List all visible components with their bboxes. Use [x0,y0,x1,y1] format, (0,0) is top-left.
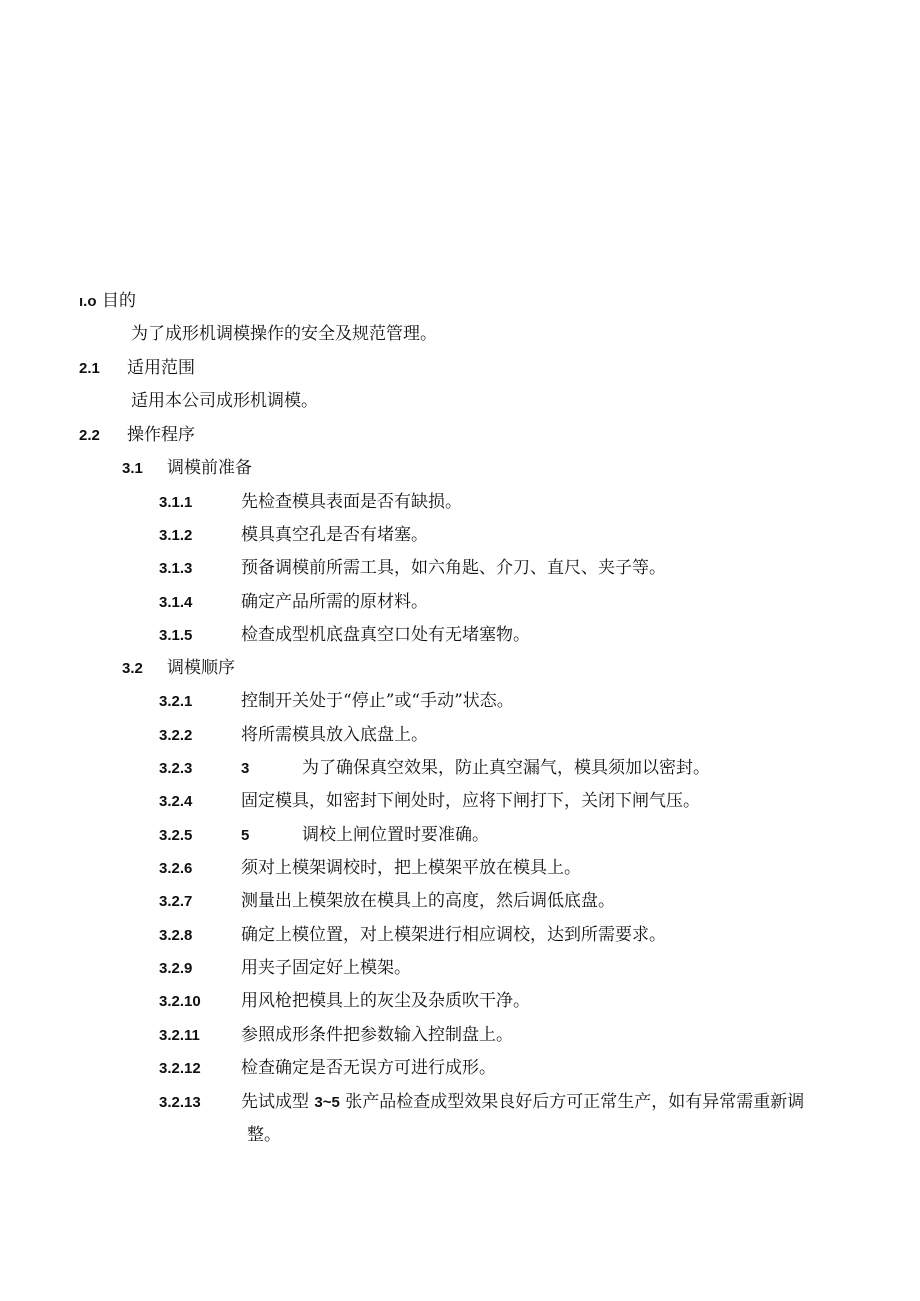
paragraph: 为了成形机调模操作的安全及规范管理。 [131,324,437,344]
section-title: 目的 [102,291,136,311]
item-number: 3.2.6 [159,860,193,877]
item-number: 3.2.2 [159,727,193,744]
paragraph: 适用本公司成形机调模。 [131,391,318,411]
item-number: 3.2.12 [159,1060,201,1077]
section-title: 适用范围 [127,358,195,378]
item-number: 3.2.7 [159,893,193,910]
item-number: 3.2.9 [159,960,193,977]
item-text-number: 3~5 [314,1094,340,1111]
item-number: 3.2.1 [159,693,193,710]
item-text: 检查确定是否无误方可进行成形。 [241,1058,496,1078]
item-text: 先检查模具表面是否有缺损。 [241,492,462,512]
item-number: 3.2.3 [159,760,193,777]
subsection-title: 调模顺序 [167,658,235,678]
item-sub-number: 3 [241,760,250,777]
item-text: 模具真空孔是否有堵塞。 [241,525,428,545]
item-text: 将所需模具放入底盘上。 [241,725,428,745]
item-number: 3.1.3 [159,560,193,577]
item-text: 预备调模前所需工具，如六角匙、介刀、直尺、夹子等。 [241,558,666,578]
item-number: 3.2.4 [159,793,193,810]
item-text: 用夹子固定好上模架。 [241,958,411,978]
item-text: 调校上闸位置时要准确。 [302,825,489,845]
item-number: 3.1.2 [159,527,193,544]
item-text-a: 先试成型 [241,1092,315,1112]
section-title: 操作程序 [127,425,195,445]
item-text: 为了确保真空效果，防止真空漏气，模具须加以密封。 [302,758,710,778]
section-number: ı.o [79,293,97,310]
section-number: 2.1 [79,360,100,377]
section-number: 2.2 [79,427,100,444]
item-number: 3.2.11 [159,1027,200,1044]
item-text: 整。 [247,1125,281,1145]
item-text: 控制开关处于“停止”或“手动”状态。 [241,691,514,711]
item-text: 固定模具，如密封下闸处时，应将下闸打下，关闭下闸气压。 [241,791,700,811]
item-number: 3.1.1 [159,494,193,511]
item-number: 3.2.8 [159,927,193,944]
item-text: 确定上模位置，对上模架进行相应调校，达到所需要求。 [241,925,666,945]
item-text: 测量出上模架放在模具上的高度，然后调低底盘。 [241,891,615,911]
item-number: 3.2.5 [159,827,193,844]
item-number: 3.2.10 [159,993,201,1010]
item-number: 3.1.5 [159,627,193,644]
item-text-b: 张产品检查成型效果良好后方可正常生产，如有异常需重新调 [339,1092,805,1112]
subsection-title: 调模前准备 [167,458,252,478]
subsection-number: 3.1 [122,460,143,477]
item-number: 3.2.13 [159,1094,201,1111]
item-text: 参照成形条件把参数输入控制盘上。 [241,1025,513,1045]
item-text: 须对上模架调校时，把上模架平放在模具上。 [241,858,581,878]
item-text: 检查成型机底盘真空口处有无堵塞物。 [241,625,530,645]
subsection-number: 3.2 [122,660,143,677]
item-text: 用风枪把模具上的灰尘及杂质吹干净。 [241,991,530,1011]
item-sub-number: 5 [241,827,250,844]
item-number: 3.1.4 [159,594,193,611]
item-text [241,1092,804,1113]
item-text: 确定产品所需的原材料。 [241,592,428,612]
